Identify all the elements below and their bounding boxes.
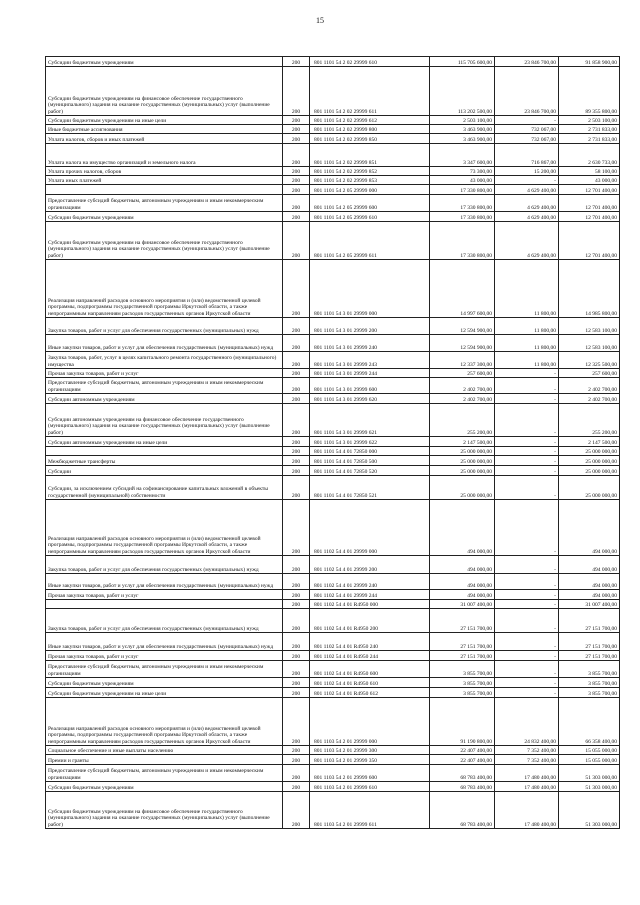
row-code: 801 1102 54 4 01 R4950 000 — [310, 600, 430, 609]
row-name: Предоставление субсидий бюджетным, автономным учреждениям и иным некоммерческим организациям — [46, 195, 283, 212]
row-value-1: 17 330 800,00 — [430, 222, 495, 260]
table-row — [46, 447, 620, 456]
row-value-3: 14 985 800,00 — [559, 260, 620, 318]
row-value-3: 51 303 000,00 — [559, 765, 620, 782]
row-name: Субсидии бюджетным учреждениям — [46, 782, 283, 792]
row-code: 801 1102 54 4 01 R4950 610 — [310, 678, 430, 688]
row-code: 801 1102 54 4 01 R4950 240 — [310, 633, 430, 651]
row-value-2: - — [495, 476, 559, 500]
row-group: 200 — [283, 609, 310, 633]
row-code: 801 1102 54 4 01 R4950 244 — [310, 651, 430, 661]
table-row — [46, 698, 620, 746]
row-group: 200 — [283, 476, 310, 500]
table-row — [46, 746, 620, 755]
table-row — [46, 609, 620, 633]
row-value-1: 27 151 700,00 — [430, 609, 495, 633]
row-code: 801 1103 54 2 01 29999 000 — [310, 698, 430, 746]
row-name: Закупка товаров, работ, услуг в целях капитального ремонта государственного (муниципального) имущества — [46, 352, 283, 369]
table-row — [46, 792, 620, 829]
row-group: 200 — [283, 116, 310, 125]
row-value-2: 15 200,00 — [495, 167, 559, 176]
table-row — [46, 574, 620, 590]
row-code: 801 1101 54 4 01 72850 500 — [310, 456, 430, 466]
row-name: Прочая закупка товаров, работ и услуг — [46, 590, 283, 600]
table-row — [46, 590, 620, 600]
row-code: 801 1101 54 2 05 29999 000 — [310, 185, 430, 195]
table-row — [46, 651, 620, 661]
row-value-1: 31 007 400,00 — [430, 600, 495, 609]
row-value-3: 2 402 700,00 — [559, 394, 620, 404]
table-row — [46, 782, 620, 792]
row-value-3: 27 151 700,00 — [559, 633, 620, 651]
row-value-1: 73 300,00 — [430, 167, 495, 176]
row-name: Субсидии, за исключением субсидий на софинансирование капитальных вложений в объекты государственной (муниципальной) собственности — [46, 476, 283, 500]
row-group: 200 — [283, 335, 310, 352]
row-group: 200 — [283, 574, 310, 590]
row-value-2: - — [495, 633, 559, 651]
budget-table — [45, 56, 620, 829]
row-value-2: - — [495, 574, 559, 590]
row-value-1: 17 330 800,00 — [430, 195, 495, 212]
row-group: 200 — [283, 195, 310, 212]
row-group: 200 — [283, 792, 310, 829]
row-code: 801 1101 54 2 05 29999 611 — [310, 222, 430, 260]
row-value-3: 494 000,00 — [559, 590, 620, 600]
row-value-1: 494 000,00 — [430, 556, 495, 574]
table-row — [46, 134, 620, 144]
row-code: 801 1101 54 3 01 29999 621 — [310, 404, 430, 437]
row-name — [46, 185, 283, 195]
table-row — [46, 500, 620, 556]
row-value-2: - — [495, 661, 559, 678]
row-value-3: 2 147 500,00 — [559, 437, 620, 447]
row-value-2: - — [495, 116, 559, 125]
row-code: 801 1103 54 2 01 29999 350 — [310, 755, 430, 765]
row-group: 200 — [283, 212, 310, 222]
row-value-1: 25 000 000,00 — [430, 456, 495, 466]
row-value-1: 12 594 900,00 — [430, 335, 495, 352]
table-row — [46, 125, 620, 134]
row-group: 200 — [283, 369, 310, 378]
row-value-2: 17 480 400,00 — [495, 782, 559, 792]
row-value-1: 3 347 600,00 — [430, 144, 495, 167]
row-value-1: 17 330 800,00 — [430, 185, 495, 195]
row-name: Субсидии бюджетным учреждениям — [46, 57, 283, 67]
row-value-1: 27 151 700,00 — [430, 633, 495, 651]
row-code: 801 1102 54 4 01 29999 000 — [310, 500, 430, 556]
row-value-3: 12 701 400,00 — [559, 212, 620, 222]
row-value-2: - — [495, 437, 559, 447]
row-value-1: 43 000,00 — [430, 176, 495, 185]
row-code: 801 1102 54 4 01 29999 200 — [310, 556, 430, 574]
row-group: 200 — [283, 185, 310, 195]
row-value-2: 17 480 400,00 — [495, 792, 559, 829]
row-name: Субсидии бюджетным учреждениям на иные цели — [46, 116, 283, 125]
row-name: Субсидии бюджетным учреждениям — [46, 678, 283, 688]
row-value-3: 255 200,00 — [559, 404, 620, 437]
row-value-3: 66 358 400,00 — [559, 698, 620, 746]
row-value-1: 91 190 800,00 — [430, 698, 495, 746]
row-name: Иные бюджетные ассигнования — [46, 125, 283, 134]
row-code: 801 1101 54 2 02 29999 851 — [310, 144, 430, 167]
budget-table-body — [46, 57, 620, 829]
row-value-2: 4 629 400,00 — [495, 222, 559, 260]
row-name: Закупка товаров, работ и услуг для обеспечения государственных (муниципальных) нужд — [46, 318, 283, 335]
row-group: 200 — [283, 437, 310, 447]
row-group: 200 — [283, 678, 310, 688]
row-code: 801 1103 54 2 01 29999 610 — [310, 782, 430, 792]
row-code: 801 1101 54 3 01 29999 244 — [310, 369, 430, 378]
row-value-2: - — [495, 688, 559, 698]
row-value-1: 3 855 700,00 — [430, 661, 495, 678]
row-value-2: 11 800,00 — [495, 318, 559, 335]
row-name: Премии и гранты — [46, 755, 283, 765]
row-group: 200 — [283, 590, 310, 600]
row-value-2: 7 352 400,00 — [495, 746, 559, 755]
row-code: 801 1101 54 2 02 29999 800 — [310, 125, 430, 134]
row-code: 801 1101 54 3 01 29999 240 — [310, 335, 430, 352]
row-value-3: 25 000 000,00 — [559, 456, 620, 466]
row-value-3: 2 402 700,00 — [559, 378, 620, 394]
row-value-2: 11 800,00 — [495, 260, 559, 318]
row-value-1: 115 705 600,00 — [430, 57, 495, 67]
row-value-3: 12 701 400,00 — [559, 222, 620, 260]
row-group: 200 — [283, 688, 310, 698]
row-name: Закупка товаров, работ и услуг для обеспечения государственных (муниципальных) нужд — [46, 556, 283, 574]
table-row — [46, 466, 620, 476]
row-value-2: - — [495, 590, 559, 600]
row-value-1: 25 000 000,00 — [430, 466, 495, 476]
row-value-3: 27 151 700,00 — [559, 651, 620, 661]
row-value-2: 24 832 400,00 — [495, 698, 559, 746]
row-value-3: 2 630 733,00 — [559, 144, 620, 167]
row-value-1: 25 000 000,00 — [430, 476, 495, 500]
row-value-3: 12 701 400,00 — [559, 185, 620, 195]
row-value-2: 4 629 400,00 — [495, 195, 559, 212]
row-name: Субсидии автономным учреждениям на иные цели — [46, 437, 283, 447]
row-name: Уплата прочих налогов, сборов — [46, 167, 283, 176]
row-value-3: 494 000,00 — [559, 500, 620, 556]
row-value-3: 25 000 000,00 — [559, 466, 620, 476]
row-group: 200 — [283, 556, 310, 574]
row-value-1: 22 407 400,00 — [430, 746, 495, 755]
row-name: Иные закупки товаров, работ и услуг для обеспечения государственных (муниципальных) нужд — [46, 633, 283, 651]
row-name: Субсидии автономным учреждениям — [46, 394, 283, 404]
row-group: 200 — [283, 633, 310, 651]
table-row — [46, 352, 620, 369]
row-value-2: 716 867,00 — [495, 144, 559, 167]
row-group: 200 — [283, 698, 310, 746]
table-row — [46, 437, 620, 447]
row-value-3: 25 000 000,00 — [559, 447, 620, 456]
row-name: Субсидии бюджетным учреждениям на финансовое обеспечение государственного (муниципального) задания на оказание государственных (муниципальных) услуг (выполнение работ) — [46, 67, 283, 116]
row-value-2: - — [495, 500, 559, 556]
row-group: 200 — [283, 176, 310, 185]
row-name: Предоставление субсидий бюджетным, автономным учреждениям и иным некоммерческим организациям — [46, 378, 283, 394]
row-group: 200 — [283, 600, 310, 609]
table-row — [46, 222, 620, 260]
row-value-2: 4 629 400,00 — [495, 212, 559, 222]
row-value-2: - — [495, 369, 559, 378]
row-value-3: 257 600,00 — [559, 369, 620, 378]
row-group: 200 — [283, 746, 310, 755]
row-name: Уплата налогов, сборов и иных платежей — [46, 134, 283, 144]
row-group: 200 — [283, 167, 310, 176]
row-name: Субсидии бюджетным учреждениям на финансовое обеспечение государственного (муниципального) задания на оказание государственных (муниципальных) услуг (выполнение работ) — [46, 792, 283, 829]
table-row — [46, 456, 620, 466]
row-value-3: 3 855 700,00 — [559, 661, 620, 678]
row-group: 200 — [283, 755, 310, 765]
row-code: 801 1101 54 3 01 29999 200 — [310, 318, 430, 335]
table-row — [46, 394, 620, 404]
row-code: 801 1101 54 2 02 29999 852 — [310, 167, 430, 176]
row-name: Уплата иных платежей — [46, 176, 283, 185]
row-value-3: 31 007 400,00 — [559, 600, 620, 609]
row-value-1: 68 783 400,00 — [430, 792, 495, 829]
row-value-3: 91 858 900,00 — [559, 57, 620, 67]
row-name: Межбюджетные трансферты — [46, 456, 283, 466]
table-row — [46, 335, 620, 352]
row-value-2: 11 800,00 — [495, 352, 559, 369]
row-value-3: 2 503 100,00 — [559, 116, 620, 125]
row-code: 801 1101 54 3 01 29999 600 — [310, 378, 430, 394]
row-value-2: - — [495, 394, 559, 404]
row-code: 801 1102 54 4 01 R4950 600 — [310, 661, 430, 678]
row-value-3: 12 701 400,00 — [559, 195, 620, 212]
row-group: 200 — [283, 134, 310, 144]
row-group: 200 — [283, 782, 310, 792]
row-value-2: 23 846 700,00 — [495, 57, 559, 67]
row-value-3: 89 355 800,00 — [559, 67, 620, 116]
row-code: 801 1101 54 2 02 29999 853 — [310, 176, 430, 185]
row-value-1: 2 503 100,00 — [430, 116, 495, 125]
row-name: Уплата налога на имущество организаций и земельного налога — [46, 144, 283, 167]
row-code: 801 1101 54 4 01 72850 520 — [310, 466, 430, 476]
row-code: 801 1102 54 4 01 29999 244 — [310, 590, 430, 600]
row-value-3: 51 303 000,00 — [559, 782, 620, 792]
table-row — [46, 633, 620, 651]
row-code: 801 1101 54 4 01 72850 521 — [310, 476, 430, 500]
row-value-3: 3 855 700,00 — [559, 678, 620, 688]
row-value-2: 23 846 700,00 — [495, 67, 559, 116]
row-group: 200 — [283, 67, 310, 116]
row-value-2: - — [495, 600, 559, 609]
row-group: 200 — [283, 222, 310, 260]
row-value-1: 494 000,00 — [430, 574, 495, 590]
table-row — [46, 260, 620, 318]
row-value-1: 257 600,00 — [430, 369, 495, 378]
row-value-1: 2 402 700,00 — [430, 394, 495, 404]
table-row — [46, 600, 620, 609]
row-value-2: - — [495, 609, 559, 633]
row-group: 200 — [283, 318, 310, 335]
row-value-1: 14 997 600,00 — [430, 260, 495, 318]
row-group: 200 — [283, 125, 310, 134]
row-value-1: 494 000,00 — [430, 500, 495, 556]
table-row — [46, 661, 620, 678]
table-row — [46, 144, 620, 167]
row-group: 200 — [283, 661, 310, 678]
row-value-3: 58 100,00 — [559, 167, 620, 176]
row-code: 801 1103 54 2 01 29999 600 — [310, 765, 430, 782]
row-code: 801 1101 54 2 02 29999 611 — [310, 67, 430, 116]
row-name: Реализация направлений расходов основного мероприятия и (или) ведомственной целевой программы, подпрограммы государственной программы Иркутской области, а также непрограммным направлениям расходов государственных органов Иркутской области — [46, 500, 283, 556]
row-value-1: 3 463 900,00 — [430, 134, 495, 144]
row-value-3: 494 000,00 — [559, 574, 620, 590]
row-value-1: 27 151 700,00 — [430, 651, 495, 661]
row-value-3: 27 151 700,00 — [559, 609, 620, 633]
row-value-2: 17 480 400,00 — [495, 765, 559, 782]
row-code: 801 1101 54 2 05 29999 600 — [310, 195, 430, 212]
row-group: 200 — [283, 260, 310, 318]
row-value-1: 22 407 400,00 — [430, 755, 495, 765]
row-code: 801 1101 54 3 01 29999 000 — [310, 260, 430, 318]
row-code: 801 1101 54 4 01 72850 000 — [310, 447, 430, 456]
row-value-1: 2 402 700,00 — [430, 378, 495, 394]
row-name: Субсидии — [46, 466, 283, 476]
row-value-2: - — [495, 378, 559, 394]
row-value-3: 51 303 000,00 — [559, 792, 620, 829]
table-row — [46, 678, 620, 688]
row-name: Субсидии бюджетным учреждениям — [46, 212, 283, 222]
row-value-1: 3 855 700,00 — [430, 688, 495, 698]
table-row — [46, 755, 620, 765]
row-code: 801 1101 54 2 02 29999 612 — [310, 116, 430, 125]
row-name: Реализация направлений расходов основного мероприятия и (или) ведомственной целевой программы, подпрограммы государственной программы Иркутской области, а также непрограммным направлениям расходов государственных органов Иркутской области — [46, 260, 283, 318]
table-row — [46, 67, 620, 116]
row-value-1: 68 783 400,00 — [430, 782, 495, 792]
row-value-2: - — [495, 447, 559, 456]
row-code: 801 1101 54 2 02 29999 850 — [310, 134, 430, 144]
row-value-2: 732 067,00 — [495, 125, 559, 134]
table-row — [46, 57, 620, 67]
page-number: 15 — [316, 16, 324, 25]
row-value-1: 3 855 700,00 — [430, 678, 495, 688]
row-group: 200 — [283, 352, 310, 369]
row-value-2: 4 629 400,00 — [495, 185, 559, 195]
row-code: 801 1103 54 2 01 29999 300 — [310, 746, 430, 755]
row-group: 200 — [283, 765, 310, 782]
table-row — [46, 318, 620, 335]
table-row — [46, 167, 620, 176]
row-group: 200 — [283, 447, 310, 456]
row-name: Субсидии бюджетным учреждениям на иные цели — [46, 688, 283, 698]
row-value-2: 7 352 400,00 — [495, 755, 559, 765]
row-code: 801 1101 54 3 01 29999 620 — [310, 394, 430, 404]
row-value-2: - — [495, 404, 559, 437]
row-value-1: 17 330 800,00 — [430, 212, 495, 222]
row-value-1: 12 594 900,00 — [430, 318, 495, 335]
row-code: 801 1101 54 3 01 29999 243 — [310, 352, 430, 369]
row-value-3: 494 000,00 — [559, 556, 620, 574]
table-row — [46, 765, 620, 782]
table-row — [46, 195, 620, 212]
row-value-2: - — [495, 651, 559, 661]
table-row — [46, 556, 620, 574]
row-value-3: 2 731 833,00 — [559, 125, 620, 134]
row-value-1: 12 337 300,00 — [430, 352, 495, 369]
row-value-3: 12 583 100,00 — [559, 335, 620, 352]
row-group: 200 — [283, 394, 310, 404]
row-value-3: 12 583 100,00 — [559, 318, 620, 335]
row-group: 200 — [283, 466, 310, 476]
row-group: 200 — [283, 404, 310, 437]
row-name: Социальное обеспечение и иные выплаты населению — [46, 746, 283, 755]
row-value-2: 732 067,00 — [495, 134, 559, 144]
row-name: Субсидии автономным учреждениям на финансовое обеспечение государственного (муниципального) задания на оказание государственных (муниципальных) услуг (выполнение работ) — [46, 404, 283, 437]
row-group: 200 — [283, 144, 310, 167]
row-code: 801 1101 54 2 02 29999 610 — [310, 57, 430, 67]
row-value-3: 12 325 500,00 — [559, 352, 620, 369]
row-value-3: 3 855 700,00 — [559, 688, 620, 698]
row-name: Реализация направлений расходов основного мероприятия и (или) ведомственной целевой программы, подпрограммы государственной программы Иркутской области, а также непрограммным направлениям расходов государственных органов Иркутской области — [46, 698, 283, 746]
row-group: 200 — [283, 57, 310, 67]
row-group: 200 — [283, 500, 310, 556]
row-name: Предоставление субсидий бюджетным, автономным учреждениям и иным некоммерческим организациям — [46, 765, 283, 782]
row-code: 801 1102 54 4 01 R4950 612 — [310, 688, 430, 698]
row-code: 801 1101 54 3 01 29999 622 — [310, 437, 430, 447]
row-name — [46, 600, 283, 609]
row-code: 801 1103 54 2 01 29999 611 — [310, 792, 430, 829]
row-value-3: 25 000 000,00 — [559, 476, 620, 500]
row-value-2: 11 800,00 — [495, 335, 559, 352]
table-row — [46, 212, 620, 222]
row-value-3: 15 055 000,00 — [559, 746, 620, 755]
row-value-1: 494 000,00 — [430, 590, 495, 600]
row-value-3: 15 055 000,00 — [559, 755, 620, 765]
row-value-1: 25 000 000,00 — [430, 447, 495, 456]
table-row — [46, 369, 620, 378]
row-value-2: - — [495, 466, 559, 476]
row-code: 801 1102 54 4 01 R4950 200 — [310, 609, 430, 633]
row-name: Иные закупки товаров, работ и услуг для обеспечения государственных (муниципальных) нужд — [46, 335, 283, 352]
row-group: 200 — [283, 378, 310, 394]
row-value-2: - — [495, 176, 559, 185]
row-name: Иные закупки товаров, работ и услуг для обеспечения государственных (муниципальных) нужд — [46, 574, 283, 590]
table-row — [46, 176, 620, 185]
row-value-2: - — [495, 678, 559, 688]
row-value-3: 2 731 833,00 — [559, 134, 620, 144]
row-value-1: 2 147 500,00 — [430, 437, 495, 447]
table-row — [46, 378, 620, 394]
row-name: Прочая закупка товаров, работ и услуг — [46, 369, 283, 378]
row-group: 200 — [283, 456, 310, 466]
row-name: Закупка товаров, работ и услуг для обеспечения государственных (муниципальных) нужд — [46, 609, 283, 633]
row-name — [46, 447, 283, 456]
row-value-3: 43 000,00 — [559, 176, 620, 185]
row-group: 200 — [283, 651, 310, 661]
row-value-1: 3 463 900,00 — [430, 125, 495, 134]
row-value-2: - — [495, 456, 559, 466]
row-name: Прочая закупка товаров, работ и услуг — [46, 651, 283, 661]
row-code: 801 1101 54 2 05 29999 610 — [310, 212, 430, 222]
table-row — [46, 476, 620, 500]
row-value-1: 255 200,00 — [430, 404, 495, 437]
row-value-2: - — [495, 556, 559, 574]
row-value-1: 113 202 500,00 — [430, 67, 495, 116]
table-row — [46, 688, 620, 698]
row-value-1: 68 783 400,00 — [430, 765, 495, 782]
row-name: Предоставление субсидий бюджетным, автономным учреждениям и иным некоммерческим организациям — [46, 661, 283, 678]
row-code: 801 1102 54 4 01 29999 240 — [310, 574, 430, 590]
row-name: Субсидии бюджетным учреждениям на финансовое обеспечение государственного (муниципального) задания на оказание государственных (муниципальных) услуг (выполнение работ) — [46, 222, 283, 260]
table-row — [46, 116, 620, 125]
table-row — [46, 404, 620, 437]
table-row — [46, 185, 620, 195]
